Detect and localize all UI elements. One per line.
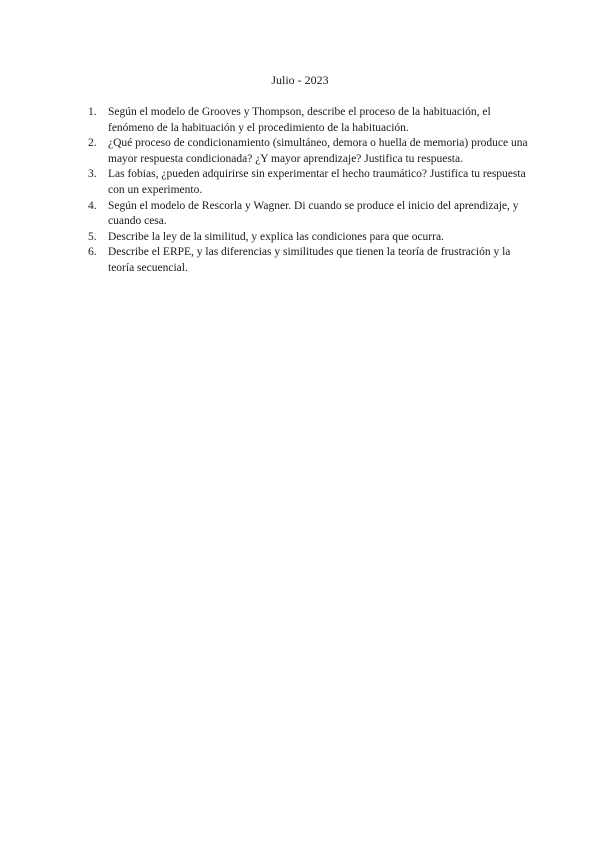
question-item xyxy=(88,199,538,230)
question-number: 6. xyxy=(88,246,97,259)
question-number: 1. xyxy=(88,106,97,118)
question-item xyxy=(88,245,538,276)
document-title: Julio - 2023 xyxy=(271,73,329,87)
question-number: 4. xyxy=(88,199,97,212)
question-item xyxy=(88,167,538,198)
question-text: ¿Qué proceso de condicionamiento (simultáneo, demora o huella de memoria) produce una mayor respuesta condicionada? ¿Y mayor aprendizaje? Justifica tu respuesta. xyxy=(108,137,528,165)
question-item xyxy=(88,136,538,167)
question-text: Describe la ley de la similitud, y explica las condiciones para que ocurra. xyxy=(108,230,444,243)
question-item xyxy=(88,105,538,136)
question-number: 5. xyxy=(88,230,97,243)
question-text: Las fobias, ¿pueden adquirirse sin experimentar el hecho traumático? Justifica tu respuesta con un experimento. xyxy=(108,168,526,196)
question-text: Según el modelo de Rescorla y Wagner. Di cuando se produce el inicio del aprendizaje, y cuando cesa. xyxy=(108,199,519,228)
question-list xyxy=(88,105,538,277)
question-item xyxy=(88,230,538,246)
question-number: 3. xyxy=(88,168,97,181)
question-number: 2. xyxy=(88,137,97,150)
question-text: Según el modelo de Grooves y Thompson, describe el proceso de la habituación, el fenómeno de la habituación y el procedimiento de la habituación. xyxy=(108,106,491,134)
question-text: Describe el ERPE, y las diferencias y similitudes que tienen la teoría de frustración y la teoría secuencial. xyxy=(108,246,511,274)
